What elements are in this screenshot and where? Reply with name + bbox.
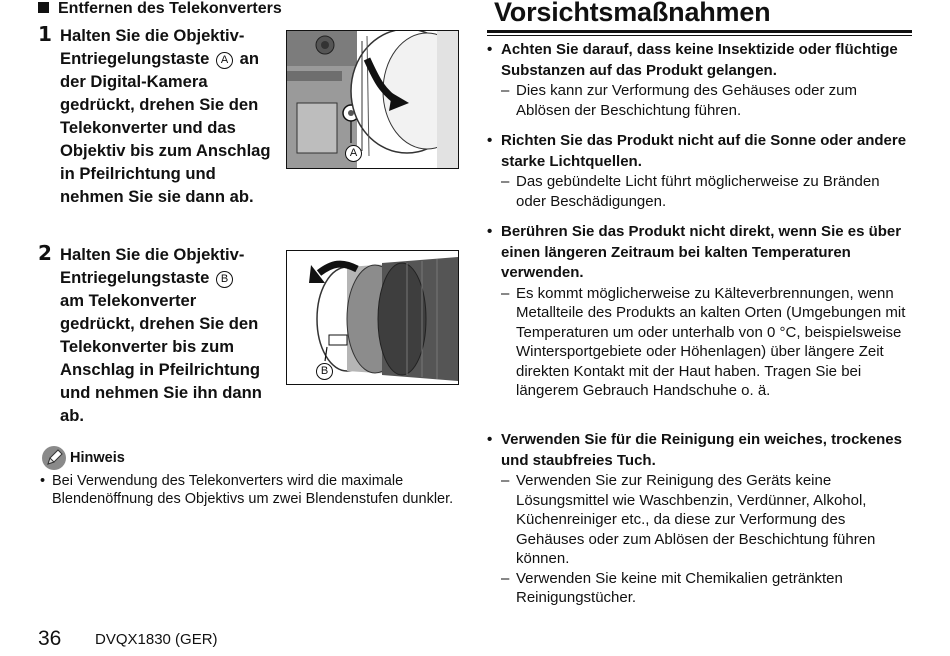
hint-text: Bei Verwendung des Telekonverters wird die maximale Blendenöffnung des Objektivs um zwei Blendenstufen dunkler. (52, 473, 454, 507)
title-rule-thin (487, 35, 912, 36)
precaution-item: • Verwenden Sie für die Reinigung ein weiches, trockenes und staubfreies Tuch. – Verwenden Sie zur Reinigung des Geräts keine Lösungsmittel wie Waschbenzin, Verdünner, Alkohol, Küchenreiniger etc., da diese zur Verformung des Gehäuses oder zum Ablösen der Beschichtung führen können. – Verwenden Sie keine mit Chemikalien getränkten Reinigungstücher. (487, 431, 902, 606)
section-title: Entfernen des Telekonverters (38, 0, 282, 18)
marker-b: B (216, 271, 233, 288)
pencil-note-icon (42, 446, 66, 470)
bullet: • (40, 473, 46, 489)
figure-camera-release (286, 30, 459, 169)
title-rule (487, 30, 912, 33)
step-2-number: 2 (38, 241, 52, 265)
hint-title: Hinweis (70, 450, 125, 466)
doc-code: DVQX1830 (GER) (95, 631, 218, 648)
step-1-text: Halten Sie die Objektiv- Entriegelungstaste A an der Digital-Kamera gedrückt, drehen Sie den Telekonverter und das Objektiv bis zum Anschlag in Pfeilrichtung und nehmen Sie sie dann ab. (60, 26, 271, 206)
precaution-item: • Richten Sie das Produkt nicht auf die Sonne oder andere starke Lichtquellen. – Das gebündelte Licht führt möglicherweise zu Bränden oder Beschädigungen. (487, 132, 907, 210)
figure-label-b: B (316, 363, 333, 380)
figure-label-a: A (345, 145, 362, 162)
precaution-item: • Achten Sie darauf, dass keine Insektizide oder flüchtige Substanzen auf das Produkt gelangen. – Dies kann zur Verformung des Gehäuses oder zum Ablösen der Beschichtung führen. (487, 41, 898, 119)
figure-teleconverter-release (286, 250, 459, 385)
hint-box (42, 446, 462, 508)
marker-a: A (216, 52, 233, 69)
page-title: Vorsichtsmaßnahmen (494, 0, 771, 27)
step-2-text: Halten Sie die Objektiv- Entriegelungstaste B am Telekonverter gedrückt, drehen Sie den Telekonverter bis zum Anschlag in Pfeilrichtung und nehmen Sie ihn dann ab. (60, 245, 262, 425)
square-bullet-icon (38, 2, 49, 13)
page-number: 36 (38, 627, 62, 650)
step-1-number: 1 (38, 22, 52, 46)
precaution-item: • Berühren Sie das Produkt nicht direkt, wenn Sie es über einen längeren Zeitraum bei kalten Temperaturen verwenden. – Es kommt möglicherweise zu Kälteverbrennungen, wenn Metallteile des Produkts an kalten Orten (Umgebungen mit Temperaturen um oder unterhalb von 0 °C, beispielsweise Wintersportgebiete oder Höhenlagen) über längere Zeit direkten Kontakt mit der Haut haben. Tragen Sie bei längerem Gebrauch Handschuhe o. ä. (487, 223, 906, 399)
